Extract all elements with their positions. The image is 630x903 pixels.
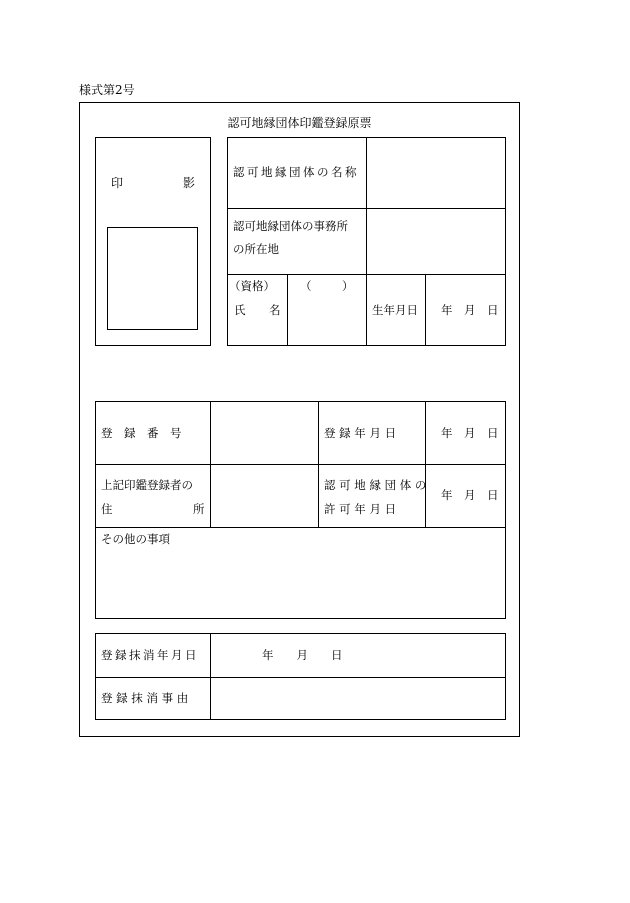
birthdate-value: 年 月 日 xyxy=(441,303,499,317)
registration-divider-2 xyxy=(95,527,506,528)
qualification-paren-open: （ xyxy=(300,279,312,293)
cancellation-date-value: 年 月 日 xyxy=(262,648,343,662)
permit-date-value: 年 月 日 xyxy=(441,488,499,502)
permit-date-label-line1: 認 可 地 縁 団 体 の xyxy=(324,478,427,492)
person-name-label-right: 名 xyxy=(269,303,281,317)
cancellation-reason-label: 登 録 抹 消 事 由 xyxy=(101,691,189,705)
registrant-address-label-left: 住 xyxy=(101,502,113,516)
registration-date-value: 年 月 日 xyxy=(441,426,499,440)
registration-number-label: 登 録 番 号 xyxy=(101,426,182,440)
person-name-label-left: 氏 xyxy=(234,303,246,317)
qualification-paren-close: ） xyxy=(342,279,354,293)
registration-vdivider-2 xyxy=(318,401,319,527)
form-title: 認可地縁団体印鑑登録原票 xyxy=(227,116,372,130)
birthdate-label: 生年月日 xyxy=(372,303,418,317)
registration-number-field[interactable] xyxy=(211,402,318,464)
other-matters-label: その他の事項 xyxy=(101,532,170,546)
permit-date-label-line2: 許 可 年 月 日 xyxy=(324,502,397,516)
registrant-address-field[interactable] xyxy=(211,465,318,527)
group-name-field[interactable] xyxy=(367,138,505,208)
office-address-field[interactable] xyxy=(367,209,505,274)
seal-label-left: 印 xyxy=(111,176,124,190)
registrant-address-label-right: 所 xyxy=(193,502,205,516)
group-name-label: 認可地縁団体の名称 xyxy=(233,165,359,179)
cancellation-date-label: 登録抹消年月日 xyxy=(101,648,199,662)
registrant-address-label-line1: 上記印鑑登録者の xyxy=(101,478,193,492)
office-address-label-line2: の所在地 xyxy=(233,242,279,256)
other-matters-field[interactable] xyxy=(96,550,505,618)
group-info-vdivider-birth xyxy=(425,274,426,346)
person-name-field[interactable] xyxy=(288,298,366,345)
registration-vdivider-3 xyxy=(425,401,426,527)
form-number-label: 様式第2号 xyxy=(79,83,135,97)
cancellation-reason-field[interactable] xyxy=(211,678,505,719)
registration-date-label: 登 録 年 月 日 xyxy=(324,426,397,440)
seal-label-right: 影 xyxy=(183,176,196,190)
office-address-label-line1: 認可地縁団体の事務所 xyxy=(233,219,348,233)
qualification-label: （資格） xyxy=(229,279,275,293)
seal-stamp-box[interactable] xyxy=(107,227,198,330)
